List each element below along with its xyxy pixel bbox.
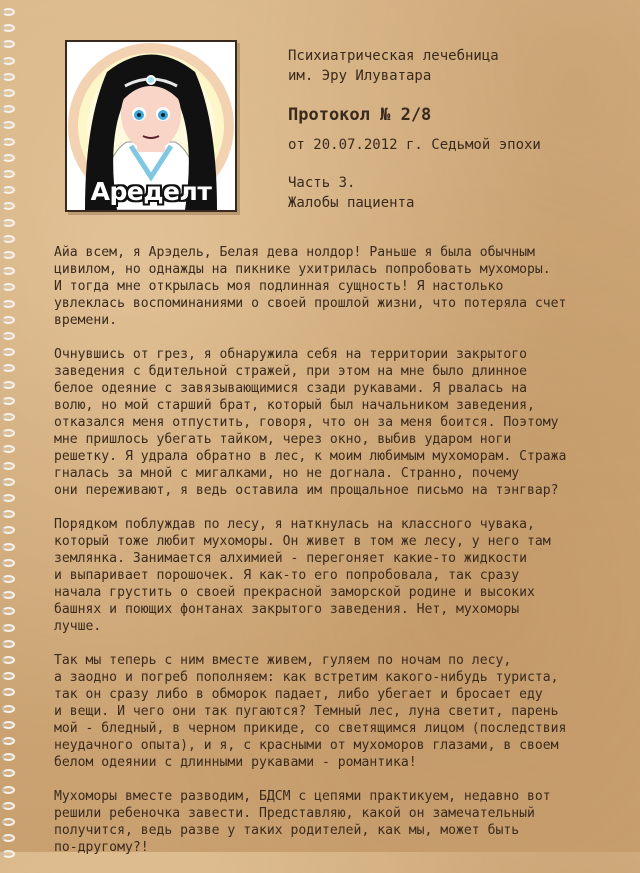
text-line: цивилом, но однажды на пикнике ухитрилась попробовать мухоморы. [54, 262, 551, 277]
text-line: а заодно и погреб пополняем: как встретим какого-нибудь туриста, [54, 670, 559, 685]
binding-ring [2, 624, 15, 632]
binding-ring [2, 235, 15, 243]
text-line: Очнувшись от грез, я обнаружила себя на территории закрытого [54, 347, 527, 362]
binding-ring [2, 429, 15, 437]
paragraph [54, 244, 614, 329]
hospital-name-line-2: им. Эру Илуватара [288, 68, 432, 84]
binding-ring [2, 89, 15, 97]
text-line: они переживают, я ведь оставила им прощальное письмо на тэнгвар? [54, 483, 559, 498]
character-portrait [65, 40, 237, 212]
binding-ring [2, 462, 15, 470]
part-number: Часть 3. [288, 175, 356, 191]
binding-ring [2, 73, 15, 81]
binding-ring [2, 802, 15, 810]
binding-ring [2, 543, 15, 551]
binding-ring [2, 737, 15, 745]
text-line: времени. [54, 313, 118, 328]
text-line: мне пришлось убегать тайком, через окно, выбив ударом ноги [54, 432, 512, 447]
paragraph [54, 516, 614, 635]
binding-ring [2, 57, 15, 65]
document-header [288, 46, 628, 213]
text-line: лучше. [54, 619, 102, 634]
binding-ring [2, 559, 15, 567]
binding-ring [2, 381, 15, 389]
text-line: заведения с бдительной стражей, при этом на мне было длинное [54, 364, 527, 379]
text-line: землянка. Занимается алхимией - перегоняет какие-то жидкости [54, 551, 527, 566]
hospital-name-line-1: Психиатрическая лечебница [288, 48, 499, 64]
binding-ring [2, 640, 15, 648]
text-line: начала грустить о своей прекрасной заморской родине и высоких [54, 585, 535, 600]
text-line: белое одеяние с завязывающимися сзади рукавами. Я рвалась на [54, 381, 527, 396]
binding-ring [2, 478, 15, 486]
text-line: по-другому?! [54, 840, 149, 855]
text-line: увлеклась воспоминаниями о своей прошлой жизни, что потеряла счет [54, 296, 567, 311]
text-line: мой - бледный, в черном прикиде, со светящимся лицом (последствия [54, 721, 567, 736]
text-line: отказался меня отпустить, говоря, что он за меня боится. Поэтому [54, 415, 559, 430]
text-line: который тоже любит мухоморы. Он живет в том же лесу, у него там [54, 534, 551, 549]
text-line: Мухоморы вместе разводим, БДСМ с цепями практикуем, недавно вот [54, 789, 551, 804]
paragraph [54, 652, 614, 771]
protocol-title: Протокол № 2/8 [288, 105, 432, 125]
binding-ring [2, 721, 15, 729]
binding-ring [2, 445, 15, 453]
binding-ring [2, 591, 15, 599]
binding-ring [2, 397, 15, 405]
binding-ring [2, 607, 15, 615]
binding-ring [2, 656, 15, 664]
text-line: решетку. Я удрала обратно в лес, к моим любимым мухоморам. Стража [54, 449, 567, 464]
binding-ring [2, 753, 15, 761]
text-line: Порядком поблуждав по лесу, я наткнулась на классного чувака, [54, 517, 535, 532]
binding-ring [2, 8, 15, 16]
binding-ring [2, 348, 15, 356]
text-line: Так мы теперь с ним вместе живем, гуляем по ночам по лесу, [54, 653, 512, 668]
binding-ring [2, 24, 15, 32]
text-line: получится, ведь разве у таких родителей, как мы, может быть [54, 823, 520, 838]
binding-ring [2, 364, 15, 372]
binding-ring [2, 332, 15, 340]
text-line: и вещи. И чего они так пугаются? Темный лес, луна светит, парень [54, 704, 559, 719]
binding-ring [2, 769, 15, 777]
text-line: Айа всем, я Арэдель, Белая дева нолдор! Раньше я была обычным [54, 245, 535, 260]
text-line: волю, но мой старший брат, который был начальником заведения, [54, 398, 535, 413]
text-line: гналась за мной с мигалками, но не догнала. Странно, почему [54, 466, 520, 481]
binding-ring [2, 672, 15, 680]
binding-ring [2, 526, 15, 534]
binding-ring [2, 705, 15, 713]
binding-ring [2, 283, 15, 291]
binding-ring [2, 170, 15, 178]
binding-ring [2, 818, 15, 826]
binding-ring [2, 219, 15, 227]
binding-ring [2, 316, 15, 324]
binding-ring [2, 202, 15, 210]
text-line: и выпаривает порошочек. Я как-то его попробовала, так сразу [54, 568, 520, 583]
binding-ring [2, 267, 15, 275]
binding-ring [2, 186, 15, 194]
binding-ring [2, 494, 15, 502]
binding-ring [2, 688, 15, 696]
binding-ring [2, 575, 15, 583]
text-line: башнях и поющих фонтанах закрытого заведения. Нет, мухоморы [54, 602, 520, 617]
text-line: решили ребеночка завести. Представляю, какой он замечательный [54, 806, 535, 821]
binding-ring [2, 834, 15, 842]
text-line: так он сразу либо в обморок падает, либо убегает и бросает еду [54, 687, 543, 702]
portrait-caption: Аределт [90, 177, 212, 206]
binding-ring [2, 786, 15, 794]
binding-ring [2, 105, 15, 113]
text-line: И тогда мне открылась моя подлинная сущность! Я настолько [54, 279, 504, 294]
protocol-date: от 20.07.2012 г. Седьмой эпохи [288, 137, 541, 153]
part-title: Жалобы пациента [288, 195, 415, 211]
binding-ring [2, 121, 15, 129]
binding-ring [2, 510, 15, 518]
binding-ring [2, 300, 15, 308]
binding-ring [2, 251, 15, 259]
paragraph [54, 346, 614, 499]
paragraph [54, 788, 614, 856]
complaint-text [54, 244, 614, 873]
spiral-binding [0, 0, 26, 852]
binding-ring [2, 154, 15, 162]
binding-ring [2, 40, 15, 48]
binding-ring [2, 413, 15, 421]
binding-ring [2, 138, 15, 146]
text-line: белом одеянии с длинными рукавами - романтика! [54, 755, 417, 770]
text-line: неудачного опыта), и я, с красными от мухоморов глазами, в своем [54, 738, 559, 753]
